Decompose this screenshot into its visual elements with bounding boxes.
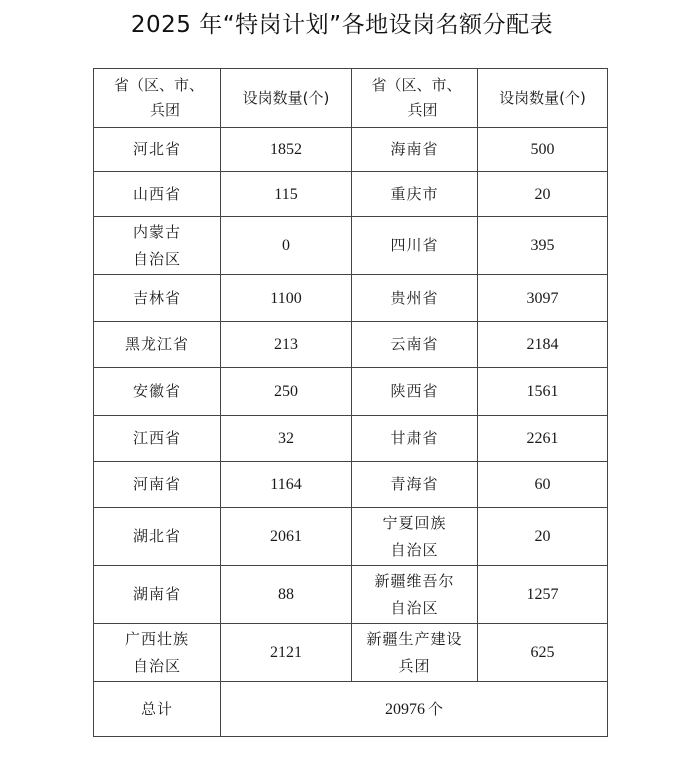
region-name-left xyxy=(94,462,221,508)
header-region-left xyxy=(94,69,221,128)
quota-count-right: 60 xyxy=(478,462,608,508)
header-count-left: 设岗数量(个) xyxy=(221,69,352,128)
region-name-line: 青海省 xyxy=(390,475,439,493)
quota-count-right: 2261 xyxy=(478,416,608,462)
quota-count-right: 1257 xyxy=(478,566,608,624)
quota-count-left: 0 xyxy=(221,217,352,275)
quota-count-left: 2121 xyxy=(221,624,352,682)
header-region-line1: 省（区、市、 xyxy=(371,76,462,94)
region-name-line: 宁夏回族 xyxy=(382,513,447,532)
region-name-left xyxy=(94,217,221,275)
quota-count-left: 1100 xyxy=(221,275,352,322)
region-name-line: 自治区 xyxy=(132,249,181,268)
table-row xyxy=(94,508,608,566)
table-row xyxy=(94,624,608,682)
region-name-line: 吉林省 xyxy=(132,288,181,307)
region-name-line: 贵州省 xyxy=(390,288,439,307)
region-name-line: 河北省 xyxy=(132,140,181,158)
table-body xyxy=(94,128,608,682)
table-row xyxy=(94,416,608,462)
region-name-line: 海南省 xyxy=(390,140,439,158)
region-name-right xyxy=(352,275,478,322)
region-name-line: 山西省 xyxy=(132,184,181,203)
region-name-right xyxy=(352,566,478,624)
table-row xyxy=(94,275,608,322)
region-name-line: 自治区 xyxy=(390,540,439,559)
quota-count-left: 88 xyxy=(221,566,352,624)
table-row xyxy=(94,172,608,217)
region-name-line: 广西壮族 xyxy=(124,629,189,648)
region-name-left xyxy=(94,566,221,624)
total-value-cell xyxy=(221,682,608,737)
page-title: 2025 年“特岗计划”各地设岗名额分配表 xyxy=(130,12,554,38)
header-count-right: 设岗数量(个) xyxy=(478,69,608,128)
region-name-line: 自治区 xyxy=(132,656,181,675)
table-row xyxy=(94,322,608,368)
region-name-line: 黑龙江省 xyxy=(124,335,189,353)
header-region-line2: 兵团 xyxy=(407,101,438,119)
total-label: 总计 xyxy=(94,682,221,737)
quota-count-left: 32 xyxy=(221,416,352,462)
quota-count-left: 213 xyxy=(221,322,352,368)
region-name-line: 江西省 xyxy=(132,429,181,447)
region-name-right xyxy=(352,322,478,368)
quota-count-right: 625 xyxy=(478,624,608,682)
quota-count-right: 20 xyxy=(478,508,608,566)
table-row xyxy=(94,462,608,508)
region-name-left xyxy=(94,322,221,368)
region-name-left xyxy=(94,416,221,462)
table-row xyxy=(94,128,608,172)
region-name-right xyxy=(352,624,478,682)
region-name-line: 湖北省 xyxy=(132,527,181,545)
region-name-line: 甘肃省 xyxy=(390,429,439,447)
region-name-line: 新疆维吾尔 xyxy=(374,571,455,590)
quota-count-right: 3097 xyxy=(478,275,608,322)
header-row xyxy=(94,69,608,128)
quota-count-right: 2184 xyxy=(478,322,608,368)
header-region-line1: 省（区、市、 xyxy=(113,76,204,94)
region-name-line: 云南省 xyxy=(390,335,439,353)
quota-count-left: 1852 xyxy=(221,128,352,172)
region-name-right xyxy=(352,416,478,462)
region-name-line: 湖南省 xyxy=(132,585,181,603)
region-name-line: 河南省 xyxy=(132,475,181,493)
total-value: 20976 xyxy=(384,700,425,718)
region-name-line: 四川省 xyxy=(390,236,439,254)
quota-count-right: 20 xyxy=(478,172,608,217)
region-name-right xyxy=(352,508,478,566)
quota-table xyxy=(93,68,608,737)
region-name-line: 自治区 xyxy=(390,598,439,617)
quota-count-left: 2061 xyxy=(221,508,352,566)
quota-count-right: 500 xyxy=(478,128,608,172)
table-row xyxy=(94,566,608,624)
quota-count-right: 395 xyxy=(478,217,608,275)
region-name-line: 兵团 xyxy=(398,656,431,675)
region-name-left xyxy=(94,172,221,217)
region-name-line: 陕西省 xyxy=(390,382,439,400)
region-name-right xyxy=(352,368,478,416)
header-region-line2: 兵团 xyxy=(149,101,180,119)
region-name-line: 新疆生产建设 xyxy=(366,629,463,648)
quota-count-left: 115 xyxy=(221,172,352,217)
table-row xyxy=(94,217,608,275)
region-name-line: 安徽省 xyxy=(132,382,181,400)
quota-count-left: 1164 xyxy=(221,462,352,508)
region-name-right xyxy=(352,172,478,217)
region-name-left xyxy=(94,368,221,416)
table-row xyxy=(94,368,608,416)
region-name-line: 重庆市 xyxy=(390,184,439,203)
region-name-left xyxy=(94,128,221,172)
region-name-right xyxy=(352,462,478,508)
region-name-right xyxy=(352,217,478,275)
region-name-left xyxy=(94,275,221,322)
region-name-left xyxy=(94,508,221,566)
quota-count-left: 250 xyxy=(221,368,352,416)
region-name-left xyxy=(94,624,221,682)
total-row xyxy=(94,682,608,737)
header-region-right xyxy=(352,69,478,128)
quota-count-right: 1561 xyxy=(478,368,608,416)
region-name-right xyxy=(352,128,478,172)
region-name-line: 内蒙古 xyxy=(132,222,181,241)
total-unit: 个 xyxy=(427,699,443,718)
